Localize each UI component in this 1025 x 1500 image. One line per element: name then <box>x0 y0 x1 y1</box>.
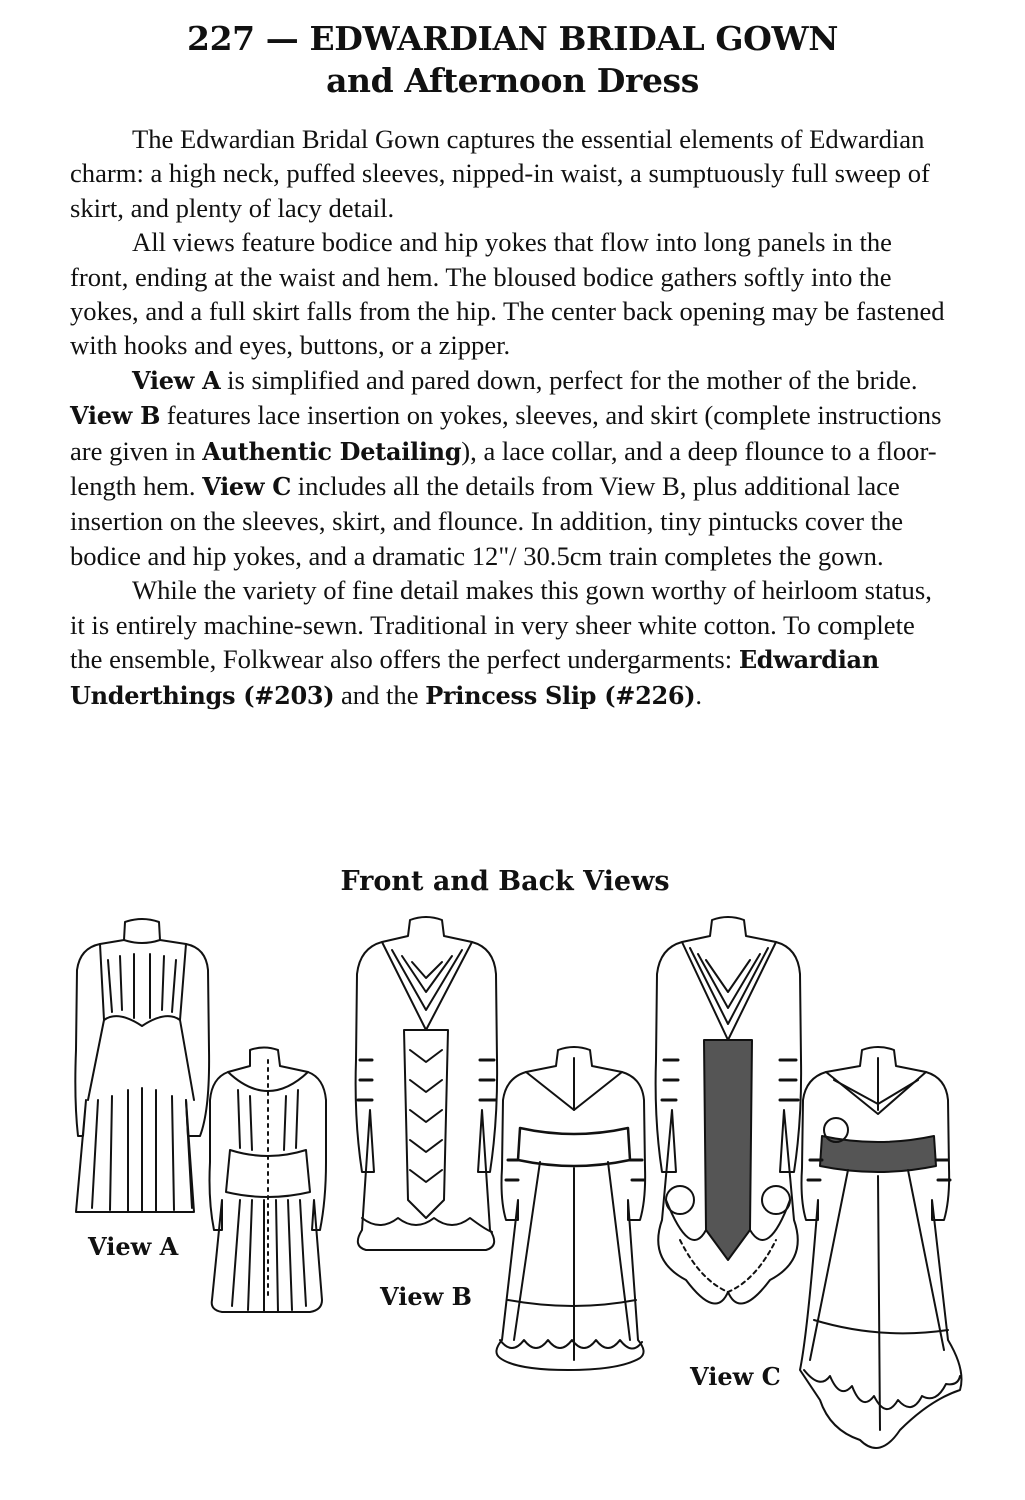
dress-icon <box>800 1047 962 1448</box>
paragraph-4 <box>70 573 945 713</box>
view-b-label: View B <box>380 1282 472 1311</box>
paragraph-4-text-3: . <box>695 679 702 710</box>
view-c-label: View C <box>690 1362 781 1391</box>
princess-slip-term: Princess Slip (#226) <box>425 680 696 710</box>
description-text <box>70 122 945 713</box>
paragraph-2: All views feature bodice and hip yokes that flow into long panels in the front, ending at the waist and hem. The bloused bodice gathers softly into the yokes, and a full skirt falls from the hip. The center back opening may be fastened with hooks and eyes, buttons, or a zipper. <box>70 227 945 361</box>
dress-icon <box>496 1047 645 1370</box>
paragraph-1: The Edwardian Bridal Gown captures the essential elements of Edwardian charm: a high neck, puffed sleeves, nipped-in waist, a sumptuously full sweep of skirt, and plenty of lacy detail. <box>70 124 930 223</box>
paragraph-3-text-1: is simplified and pared down, perfect for the mother of the bride. <box>220 364 918 395</box>
view-a-term: View A <box>132 365 221 395</box>
views-heading: Front and Back Views <box>340 866 670 897</box>
dress-icon <box>656 917 802 1304</box>
paragraph-3 <box>70 363 945 573</box>
dress-icon <box>356 917 498 1250</box>
dress-illustrations <box>0 900 1025 1500</box>
paragraph-4-text-2: and the <box>334 679 426 710</box>
dress-icon <box>75 919 209 1212</box>
paragraph-3-text-2: features lace insertion on yokes, sleeves, and skirt (complete instructions are given in <box>70 400 942 466</box>
authentic-detailing-term: Authentic Detailing <box>202 436 462 466</box>
title-line-1: 227 — EDWARDIAN BRIDAL GOWN <box>187 19 838 58</box>
view-c-term: View C <box>202 472 292 502</box>
paragraph-3-text-3: ), a lace collar, and a deep flounce to a floor-length hem. <box>70 435 937 502</box>
paragraph-4-text-1: While the variety of fine detail makes this gown worthy of heirloom status, it is entirely machine-sewn. Traditional in very sheer white cotton. To complete the ensemble, Folkwear also offers the perfect undergarments: <box>70 575 932 675</box>
dress-icon <box>210 1048 327 1313</box>
page-title <box>0 18 1025 102</box>
underthings-term: Edwardian Underthings (#203) <box>70 645 879 710</box>
view-a-label: View A <box>88 1232 179 1261</box>
title-line-2: and Afternoon Dress <box>326 61 699 100</box>
paragraph-3-text-4: includes all the details from View B, plus additional lace insertion on the sleeves, skirt, and flounce. In addition, tiny pintucks cover the bodice and hip yokes, and a dramatic 12"/ 30.5cm train completes the gown. <box>70 471 904 571</box>
view-b-term: View B <box>70 401 161 431</box>
